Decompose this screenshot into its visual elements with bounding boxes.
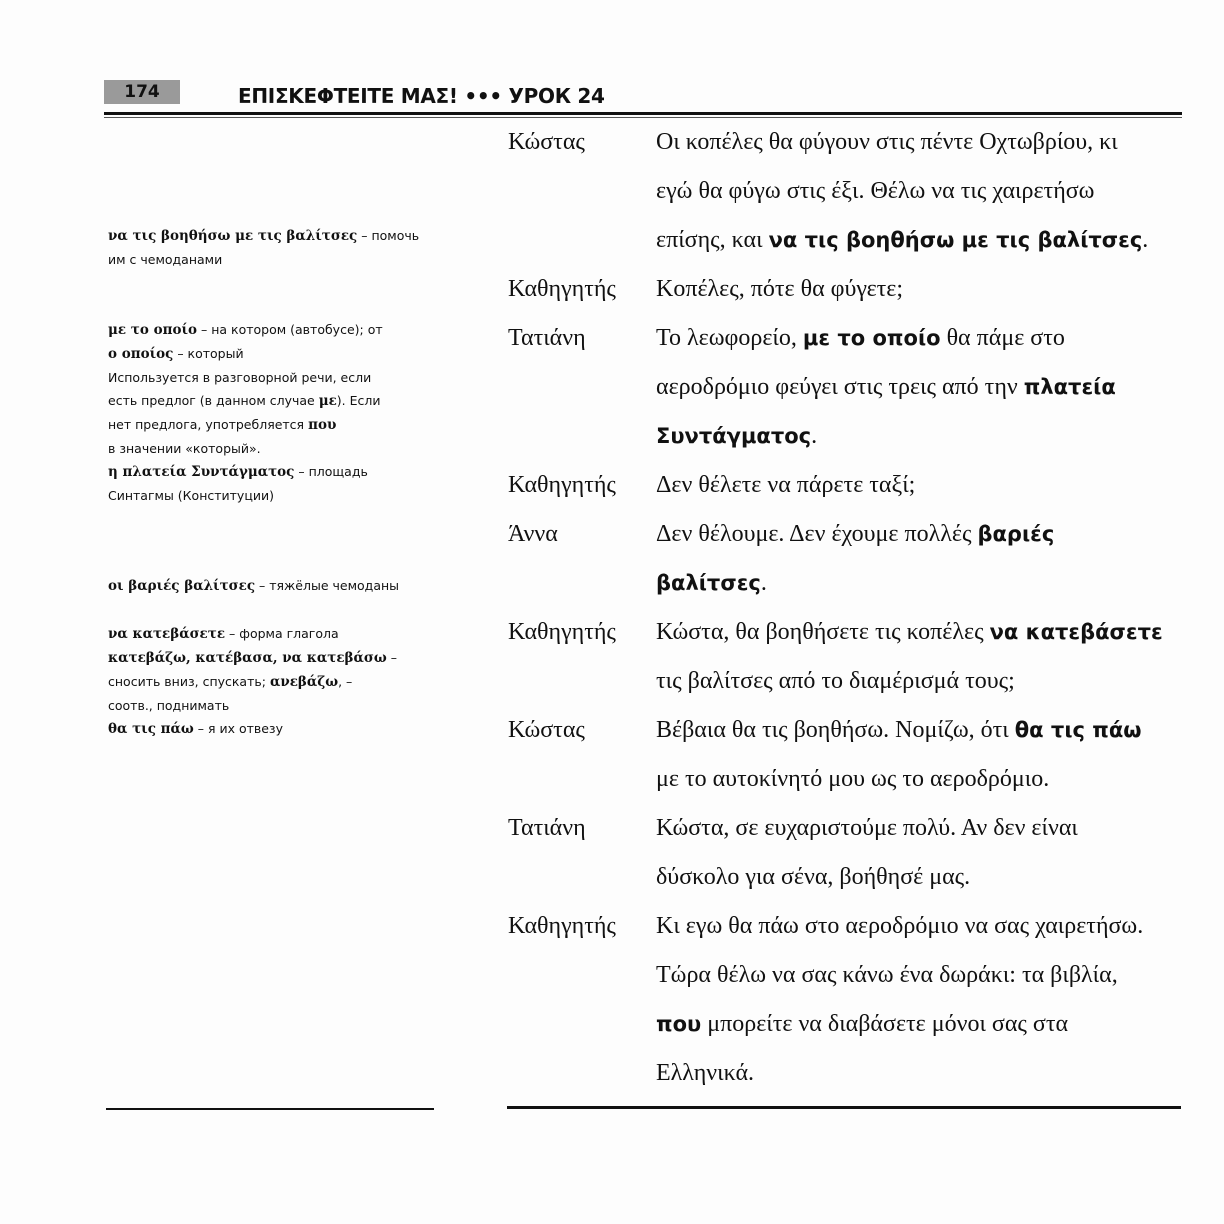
note-text: – тяжёлые чемоданы (255, 578, 400, 593)
speech-segment: Τώρα θέλω να σας κάνω ένα δωράκι: τα βιβλία, (656, 962, 1118, 988)
speaker-name: Τατιάνη (508, 815, 586, 841)
speech-segment: Κι εγω θα πάω στο αεροδρόμιο να σας χαιρετήσω. (656, 913, 1144, 939)
speech-line (656, 412, 1186, 461)
note-text: – площадь (294, 464, 368, 479)
note-text: – на котором (автобусе); от (197, 322, 383, 337)
highlighted-phrase: βαριές (977, 522, 1055, 546)
dialogue-turn (508, 265, 1188, 314)
speaker-name: Τατιάνη (508, 325, 586, 351)
note-line (108, 574, 428, 598)
note-text: – (386, 650, 397, 665)
note-text: – я их отвезу (193, 721, 283, 736)
note-term: θα τις πάω (108, 721, 194, 737)
speech-segment: Κώστα, σε ευχαριστούμε πολύ. Αν δεν είναι (656, 815, 1078, 841)
speech-line (656, 363, 1186, 412)
speech-segment: θα πάμε στο (940, 325, 1065, 351)
note-term: με το οποίο (108, 322, 198, 338)
speaker-name: Καθηγητής (508, 913, 616, 939)
note-text: ). Если (336, 393, 381, 408)
speech-segment: Το λεωφορείο, (656, 325, 803, 351)
speech-line (656, 167, 1186, 216)
speech-line (656, 951, 1186, 1000)
speech-segment: τις βαλίτσες από το διαμέρισμά τους; (656, 668, 1015, 694)
speech-segment: μπορείτε να διαβάσετε μόνοι σας στα (701, 1011, 1069, 1037)
highlighted-phrase: θα τις πάω (1014, 718, 1142, 742)
note-line (108, 366, 428, 389)
note-block (108, 574, 428, 598)
note-term: ανεβάζω (269, 674, 339, 690)
speech-line (656, 461, 1186, 510)
speech-line (656, 510, 1186, 559)
dialogue-turn (508, 461, 1188, 510)
speech-text (656, 706, 1186, 804)
speech-segment: αεροδρόμιο φεύγει στις τρεις από την (656, 374, 1024, 400)
note-block (108, 224, 428, 271)
speaker-name: Άννα (508, 521, 558, 547)
highlighted-phrase: που (656, 1012, 702, 1036)
note-line (108, 717, 428, 741)
note-term: οι βαριές βαλίτσες (108, 578, 256, 594)
note-block (108, 318, 428, 507)
speech-line (656, 118, 1186, 167)
highlighted-phrase: να τις βοηθήσω με τις βαλίτσες (768, 228, 1143, 252)
note-text: , – (338, 674, 353, 689)
speaker-name: Καθηγητής (508, 619, 616, 645)
speech-text (656, 265, 1186, 314)
note-term: που (308, 417, 337, 433)
note-text: Используется в разговорной речи, если (108, 370, 372, 385)
speech-line (656, 657, 1186, 706)
speech-text (656, 118, 1186, 265)
speaker-name: Καθηγητής (508, 276, 616, 302)
speech-segment: . (1142, 227, 1149, 253)
running-title: ΕΠΙΣΚΕΦΤΕΙΤΕ ΜΑΣ! ••• УРОК 24 (238, 84, 605, 108)
highlighted-phrase: με το οποίο (802, 326, 941, 350)
highlighted-phrase: πλατεία (1023, 375, 1116, 399)
highlighted-phrase: να κατεβάσετε (989, 620, 1163, 644)
note-term: με (318, 393, 337, 409)
note-line (108, 484, 428, 507)
page-number: 174 (104, 80, 180, 104)
note-text: соотв., поднимать (108, 698, 230, 713)
dialogue-turn (508, 902, 1188, 1098)
speech-line (656, 608, 1186, 657)
dialogue-turn (508, 804, 1188, 902)
note-term: να κατεβάσετε (108, 626, 226, 642)
note-text: в значении «который». (108, 441, 261, 456)
note-line (108, 318, 428, 342)
speech-line (656, 706, 1186, 755)
note-text: есть предлог (в данном случае (108, 393, 319, 408)
speech-line (656, 216, 1186, 265)
speech-segment: Κώστα, θα βοηθήσετε τις κοπέλες (656, 619, 990, 645)
footer-rule-right (507, 1106, 1181, 1109)
speech-line (656, 1000, 1186, 1049)
note-line (108, 413, 428, 437)
note-term: να τις βοηθήσω με τις βαλίτσες (108, 228, 358, 244)
note-text: сносить вниз, спускать; (108, 674, 270, 689)
note-line (108, 389, 428, 413)
speech-line (656, 314, 1186, 363)
speech-line (656, 265, 1186, 314)
speech-line (656, 902, 1186, 951)
note-term: κατεβάζω, κατέβασα, να κατεβάσω (108, 650, 387, 666)
note-line (108, 622, 428, 646)
speech-segment: με το αυτοκίνητό μου ως το αεροδρόμιο. (656, 766, 1050, 792)
note-text: – который (173, 346, 244, 361)
note-line (108, 646, 428, 670)
speech-line (656, 755, 1186, 804)
speech-line (656, 1049, 1186, 1098)
note-text: – помочь (357, 228, 420, 243)
note-text: Синтагмы (Конституции) (108, 488, 274, 503)
speech-segment: εγώ θα φύγω στις έξι. Θέλω να τις χαιρετήσω (656, 178, 1095, 204)
note-line (108, 460, 428, 484)
note-block (108, 622, 428, 741)
speech-segment: Κοπέλες, πότε θα φύγετε; (656, 276, 904, 302)
speech-text (656, 902, 1186, 1098)
dialogue-turn (508, 510, 1188, 608)
highlighted-phrase: βαλίτσες (656, 571, 761, 595)
page-header (104, 78, 1182, 118)
speech-line (656, 559, 1186, 608)
note-line (108, 248, 428, 271)
speech-segment: επίσης, και (656, 227, 769, 253)
note-term: ο οποίος (108, 346, 174, 362)
dialogue-turn (508, 314, 1188, 461)
header-rule (104, 112, 1182, 115)
highlighted-phrase: Συντάγματος (656, 424, 812, 448)
speaker-name: Κώστας (508, 129, 585, 155)
speaker-name: Κώστας (508, 717, 585, 743)
note-text: нет предлога, употребляется (108, 417, 309, 432)
speech-segment: Δεν θέλουμε. Δεν έχουμε πολλές (656, 521, 978, 547)
dialogue-turn (508, 608, 1188, 706)
speech-segment: . (811, 423, 818, 449)
dialogue-turn (508, 706, 1188, 804)
speech-segment: Δεν θέλετε να πάρετε ταξί; (656, 472, 916, 498)
note-line (108, 670, 428, 694)
speech-segment: Ελληνικά. (656, 1060, 755, 1086)
speech-segment: Βέβαια θα τις βοηθήσω. Νομίζω, ότι (656, 717, 1015, 743)
speech-segment: δύσκολο για σένα, βοήθησέ μας. (656, 864, 971, 890)
speech-text (656, 804, 1186, 902)
speaker-name: Καθηγητής (508, 472, 616, 498)
speech-line (656, 853, 1186, 902)
note-text: – форма глагола (225, 626, 339, 641)
speech-text (656, 510, 1186, 608)
dialogue-turn (508, 118, 1188, 265)
speech-text (656, 461, 1186, 510)
note-term: η πλατεία Συντάγματος (108, 464, 295, 480)
speech-segment: Οι κοπέλες θα φύγουν στις πέντε Οχτωβρίου, κι (656, 129, 1118, 155)
note-text: им с чемоданами (108, 252, 223, 267)
note-line (108, 437, 428, 460)
note-line (108, 224, 428, 248)
note-line (108, 342, 428, 366)
speech-text (656, 314, 1186, 461)
note-line (108, 694, 428, 717)
speech-segment: . (760, 570, 767, 596)
footer-rule-left (106, 1108, 434, 1110)
dialogue (508, 118, 1188, 1098)
speech-text (656, 608, 1186, 706)
speech-line (656, 804, 1186, 853)
